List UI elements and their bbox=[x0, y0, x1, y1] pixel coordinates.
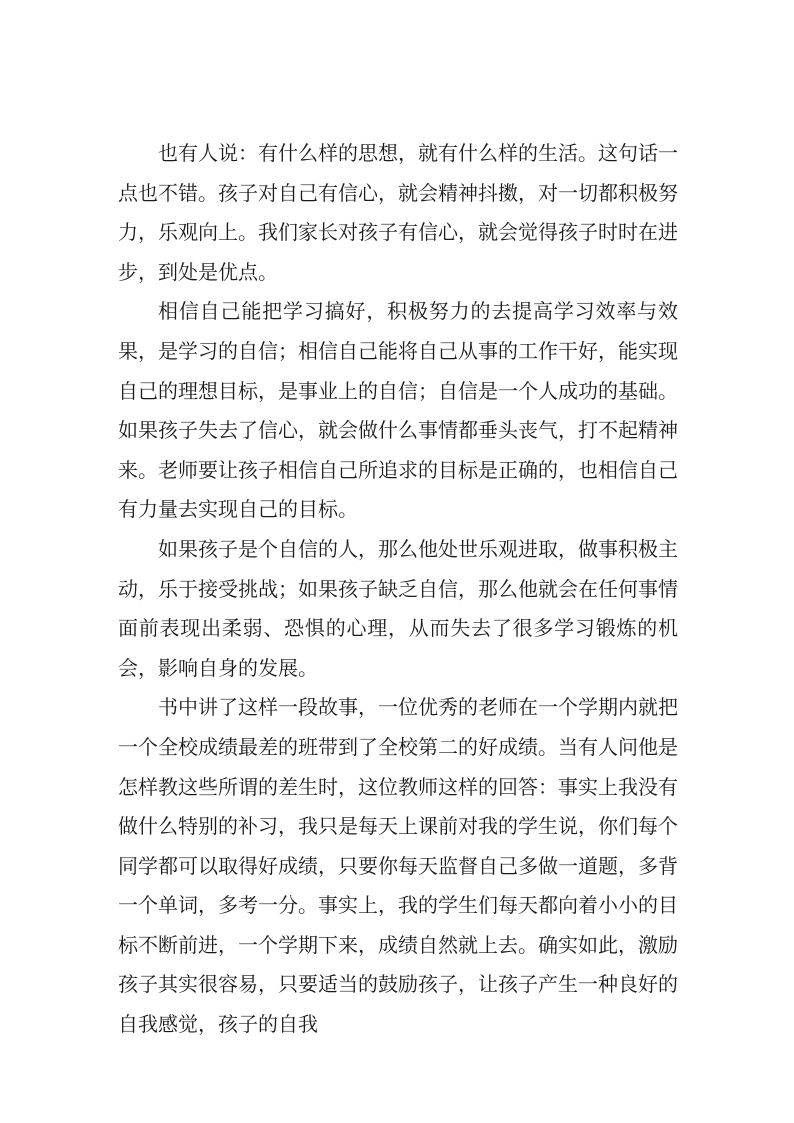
paragraph-2: 相信自己能把学习搞好，积极努力的去提高学习效率与效果，是学习的自信；相信自己能将自己从事的工作干好，能实现自己的理想目标，是事业上的自信；自信是一个人成功的基础。如果孩子失去了信心，就会做什么事情都垂头丧气，打不起精神来。老师要让孩子相信自己所追求的目标是正确的，也相信自己有力量去实现自己的目标。 bbox=[118, 299, 678, 522]
document-body bbox=[118, 134, 678, 1045]
paragraph-4: 书中讲了这样一段故事，一位优秀的老师在一个学期内就把一个全校成绩最差的班带到了全校第二的好成绩。当有人问他是怎样教这些所谓的差生时，这位教师这样的回答：事实上我没有做什么特别的补习，我只是每天上课前对我的学生说，你们每个同学都可以取得好成绩，只要你每天监督自己多做一道题，多背一个单词，多考一分。事实上，我的学生们每天都向着小小的目标不断前进，一个学期下来，成绩自然就上去。确实如此，激励孩子其实很容易，只要适当的鼓励孩子，让孩子产生一种良好的自我感觉，孩子的自我 bbox=[118, 695, 678, 1037]
paragraph-1: 也有人说：有什么样的思想，就有什么样的生活。这句话一点也不错。孩子对自己有信心，就会精神抖擞，对一切都积极努力，乐观向上。我们家长对孩子有信心，就会觉得孩子时时在进步，到处是优点。 bbox=[118, 141, 678, 284]
paragraph-3: 如果孩子是个自信的人，那么他处世乐观进取，做事积极主动，乐于接受挑战；如果孩子缺乏自信，那么他就会在任何事情面前表现出柔弱、恐惧的心理，从而失去了很多学习锻炼的机会，影响自身的发展。 bbox=[118, 536, 678, 680]
